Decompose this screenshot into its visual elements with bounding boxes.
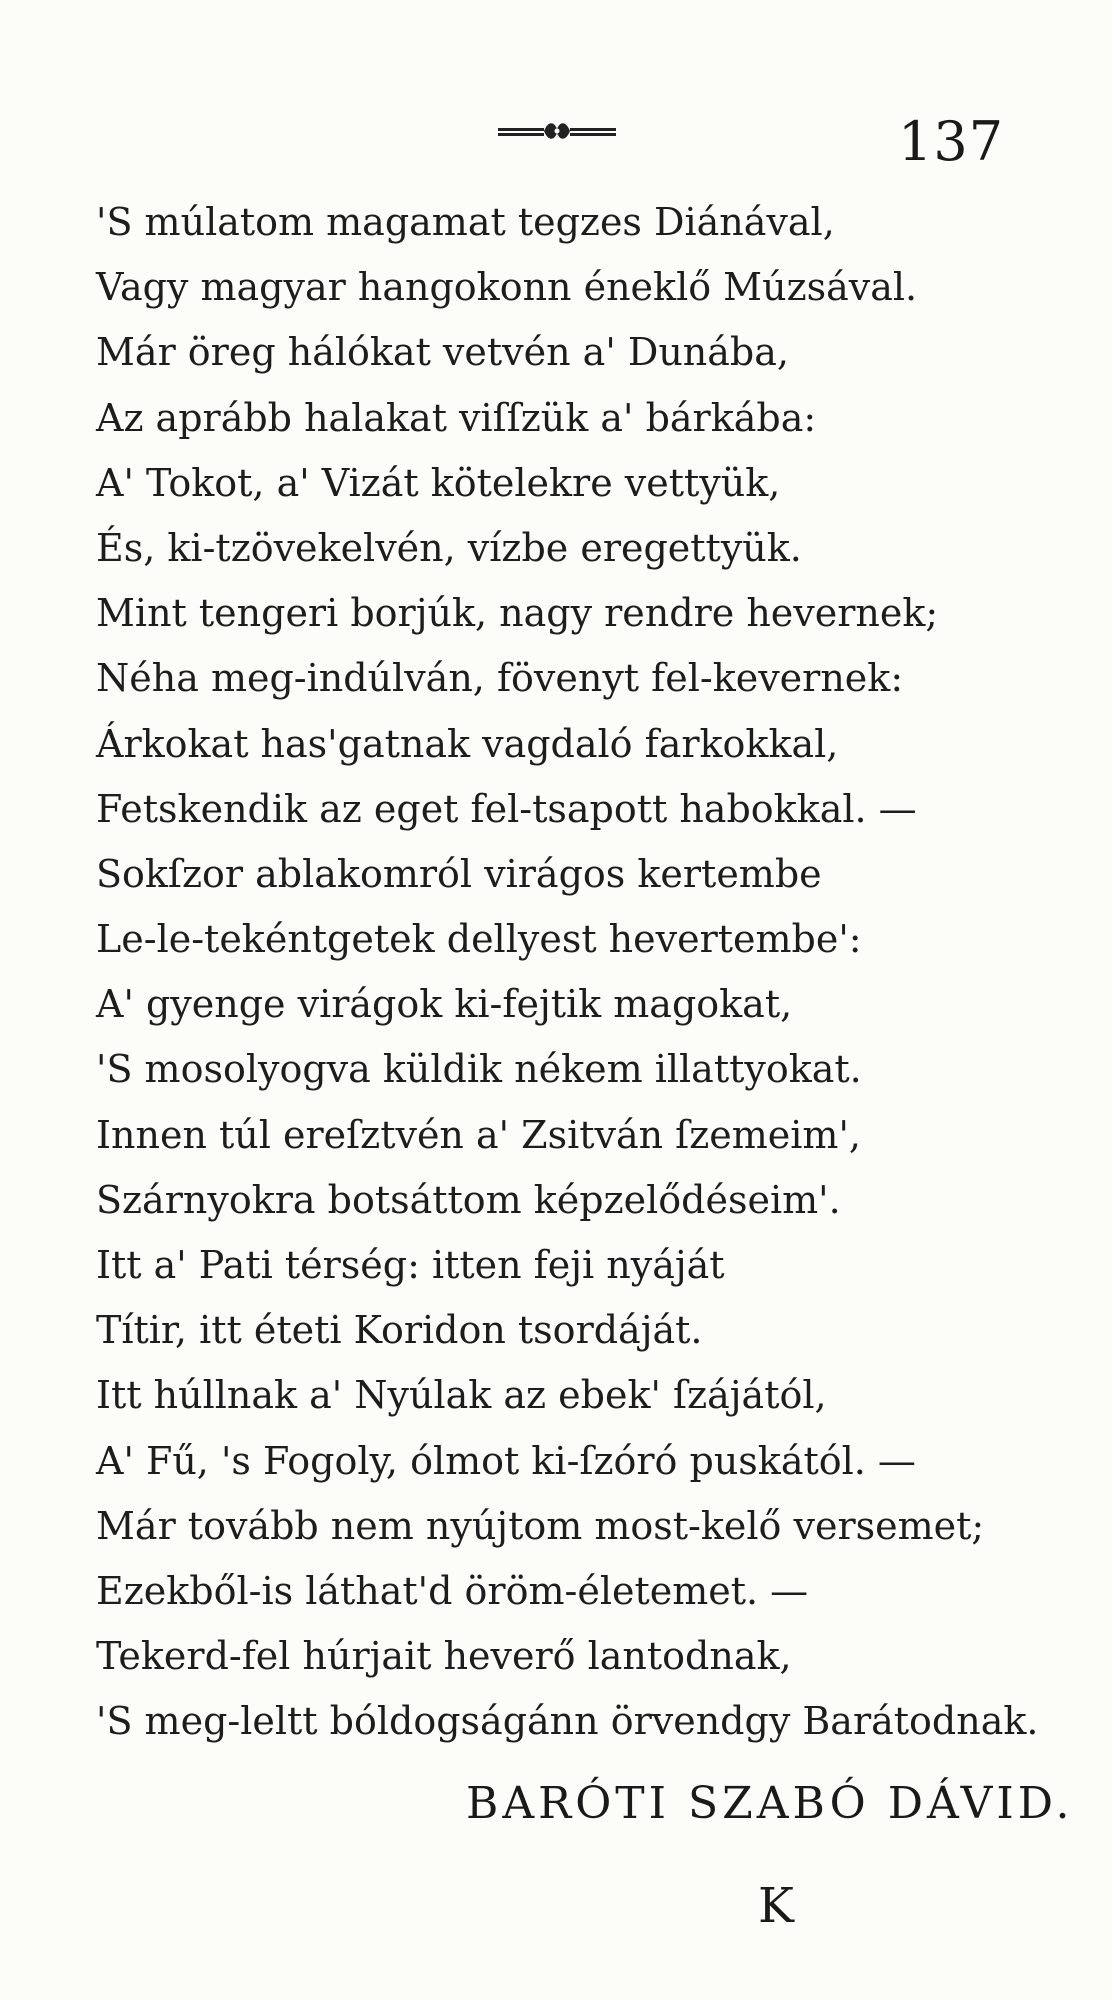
poem-line: Fetskendik az eget fel-tsapott habokkal. — bbox=[96, 786, 917, 831]
poem-line: Ezekből-is láthat'd öröm-életemet. — bbox=[96, 1568, 809, 1613]
poem-line: Itt húllnak a' Nyúlak az ebek' ſzájától, bbox=[96, 1373, 827, 1418]
poem-line: A' Tokot, a' Vizát kötelekre vettyük, bbox=[96, 460, 781, 505]
poem-line: Árkokat has'gatnak vagdaló farkokkal, bbox=[96, 721, 839, 766]
poem-line: És, ki-tzövekelvén, vízbe eregettyük. bbox=[96, 525, 802, 570]
printers-ornament-icon bbox=[498, 118, 616, 144]
poem-line: Már öreg hálókat vetvén a' Dunába, bbox=[96, 330, 789, 375]
catchword: K bbox=[758, 1878, 794, 1934]
page-number: 137 bbox=[898, 110, 1005, 173]
poem-line: Le-le-tekéntgetek dellyest hevertembe': bbox=[96, 917, 862, 962]
poem-line: A' gyenge virágok ki-fejtik magokat, bbox=[96, 982, 793, 1027]
poem-line: 'S meg-leltt bóldogságánn örvendgy Barátodnak. bbox=[96, 1699, 1039, 1744]
poem-line: Az aprább halakat viſſzük a' bárkába: bbox=[96, 395, 817, 440]
poem-line: Néha meg-indúlván, fövenyt fel-kevernek: bbox=[96, 656, 904, 701]
poem-line: Szárnyokra botsáttom képzelődéseim'. bbox=[96, 1177, 841, 1222]
poem-line: A' Fű, 's Fogoly, ólmot ki-ſzóró puskától. — bbox=[96, 1438, 916, 1483]
poem-line: 'S mosolyogva küldik nékem illattyokat. bbox=[96, 1047, 862, 1092]
author-signature: BARÓTI SZABÓ DÁVID. bbox=[466, 1778, 1074, 1829]
poem-line: Sokſzor ablakomról virágos kertembe bbox=[96, 851, 822, 896]
poem-line: Már tovább nem nyújtom most-kelő versemet; bbox=[96, 1503, 985, 1548]
poem-line: Mint tengeri borjúk, nagy rendre hevernek; bbox=[96, 591, 939, 636]
poem-line: Vagy magyar hangokonn éneklő Múzsával. bbox=[96, 265, 918, 310]
poem-line: Títir, itt éteti Koridon tsordáját. bbox=[96, 1308, 703, 1353]
poem-text bbox=[96, 190, 1056, 1755]
poem-line: Innen túl ereſztvén a' Zsitván ſzemeim', bbox=[96, 1112, 861, 1157]
poem-line: Itt a' Pati térség: itten feji nyáját bbox=[96, 1243, 725, 1287]
poem-line: 'S múlatom magamat tegzes Diánával, bbox=[96, 200, 835, 244]
poem-line: Tekerd-fel húrjait heverő lantodnak, bbox=[96, 1634, 792, 1679]
